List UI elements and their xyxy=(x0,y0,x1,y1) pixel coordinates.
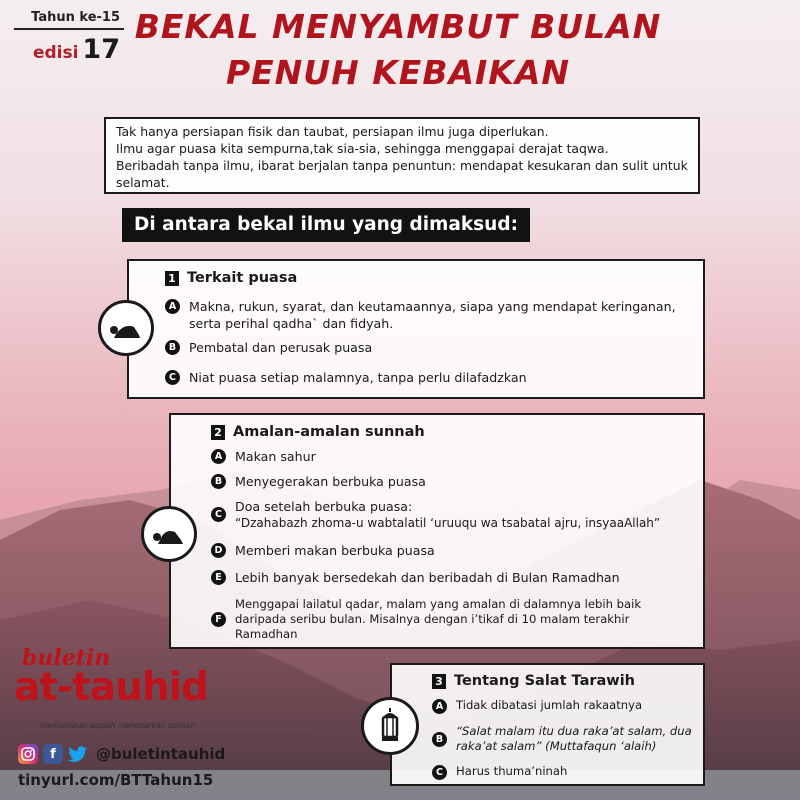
list-item xyxy=(211,569,701,586)
section-title-1 xyxy=(165,270,297,286)
intro-line-3: Beribadah tanpa ilmu, ibarat berjalan tanpa penuntun: mendapat kesukaran dan sulit untuk selamat. xyxy=(116,158,688,190)
list-item xyxy=(432,698,700,714)
lantern-icon xyxy=(361,697,419,755)
social-handle: @buletintauhid xyxy=(96,745,226,763)
page-title xyxy=(128,4,668,96)
item-letter: D xyxy=(211,543,226,558)
logo-at-tauhid: at-tauhid xyxy=(14,665,208,710)
list-item xyxy=(211,448,701,465)
tagline-divider xyxy=(24,730,314,731)
item-letter: E xyxy=(211,570,226,585)
list-item xyxy=(211,473,701,490)
item-text: Pembatal dan perusak puasa xyxy=(189,340,373,355)
item-text: Menggapai lailatul qadar, malam yang amalan di dalamnya lebih baik daripada seribu bulan. Misalnya dengan i’tikaf di 10 malam terakhir Ramadhan xyxy=(235,597,642,641)
item-text: “Salat malam itu dua raka’at salam, dua raka’at salam” (Muttafaqun ‘alaih) xyxy=(456,724,692,753)
praying-person-icon xyxy=(98,300,154,356)
logo-buletin-text: buletin xyxy=(22,645,111,671)
item-letter: A xyxy=(165,299,180,314)
item-text: Tidak dibatasi jumlah rakaatnya xyxy=(456,698,643,712)
item-text: Makan sahur xyxy=(235,449,316,464)
edition-number: 17 xyxy=(82,34,120,65)
item-letter: C xyxy=(432,765,447,780)
section-number-3: 3 xyxy=(432,674,446,689)
intro-box xyxy=(104,117,700,194)
list-item xyxy=(211,542,701,559)
item-letter: B xyxy=(165,340,180,355)
list-item xyxy=(432,764,700,780)
item-text: Niat puasa setiap malamnya, tanpa perlu dilafadzkan xyxy=(189,370,527,385)
item-text: Menyegerakan berbuka puasa xyxy=(235,474,426,489)
item-text-quote: “Dzahabazh zhoma-u wabtalatil ‘uruuqu wa tsabatal ajru, insyaaAllah” xyxy=(235,516,661,530)
social-row xyxy=(18,744,225,764)
list-item xyxy=(211,498,705,532)
prostrating-person-icon xyxy=(141,506,197,562)
item-text: Lebih banyak bersedekah dan beribadah di Bulan Ramadhan xyxy=(235,570,620,585)
item-text: Makna, rukun, syarat, dan keutamaannya, siapa yang mendapat keringanan, serta perihal qadha` dan fidyah. xyxy=(189,299,676,331)
edition-label: edisi xyxy=(32,43,79,63)
list-item xyxy=(165,369,695,386)
logo-tagline: memurnikan aqidah menebarkan sunnah xyxy=(40,721,196,730)
instagram-icon[interactable] xyxy=(18,744,38,764)
intro-line-1: Tak hanya persiapan fisik dan taubat, persiapan ilmu juga diperlukan. xyxy=(116,124,549,139)
item-letter: F xyxy=(211,612,226,627)
item-letter: C xyxy=(211,507,226,522)
list-item xyxy=(165,339,695,356)
section-title-text-2: Amalan-amalan sunnah xyxy=(233,424,425,440)
facebook-icon[interactable]: f xyxy=(43,744,63,764)
intro-line-2: Ilmu agar puasa kita sempurna,tak sia-sia, sehingga menggapai derajat taqwa. xyxy=(116,141,609,156)
title-line-2: PENUH KEBAIKAN xyxy=(225,53,571,92)
edition-divider xyxy=(14,28,124,30)
item-letter: A xyxy=(211,449,226,464)
section-number-1: 1 xyxy=(165,271,179,286)
item-letter: C xyxy=(165,370,180,385)
list-item xyxy=(211,597,651,642)
list-item xyxy=(165,298,695,332)
section-box-salat-tarawih xyxy=(390,663,705,786)
item-text: Harus thuma’ninah xyxy=(456,764,568,778)
twitter-icon[interactable] xyxy=(68,744,88,764)
list-item xyxy=(432,724,700,754)
section-box-amalan-sunnah xyxy=(169,413,705,649)
item-text: Doa setelah berbuka puasa: xyxy=(235,499,413,514)
edition-info xyxy=(14,10,124,65)
section-heading: Di antara bekal ilmu yang dimaksud: xyxy=(122,208,530,242)
section-title-3 xyxy=(432,673,635,689)
section-box-terkait-puasa xyxy=(127,259,705,399)
year-label: Tahun ke-15 xyxy=(31,10,120,25)
section-number-2: 2 xyxy=(211,425,225,440)
item-letter: B xyxy=(211,474,226,489)
section-title-text-1: Terkait puasa xyxy=(187,270,298,286)
item-text: Memberi makan berbuka puasa xyxy=(235,543,435,558)
short-url[interactable]: tinyurl.com/BTTahun15 xyxy=(18,771,214,789)
item-letter: B xyxy=(432,732,447,747)
section-title-2 xyxy=(211,424,425,440)
section-title-text-3: Tentang Salat Tarawih xyxy=(454,673,635,689)
item-letter: A xyxy=(432,699,447,714)
title-line-1: BEKAL MENYAMBUT BULAN xyxy=(134,7,662,46)
